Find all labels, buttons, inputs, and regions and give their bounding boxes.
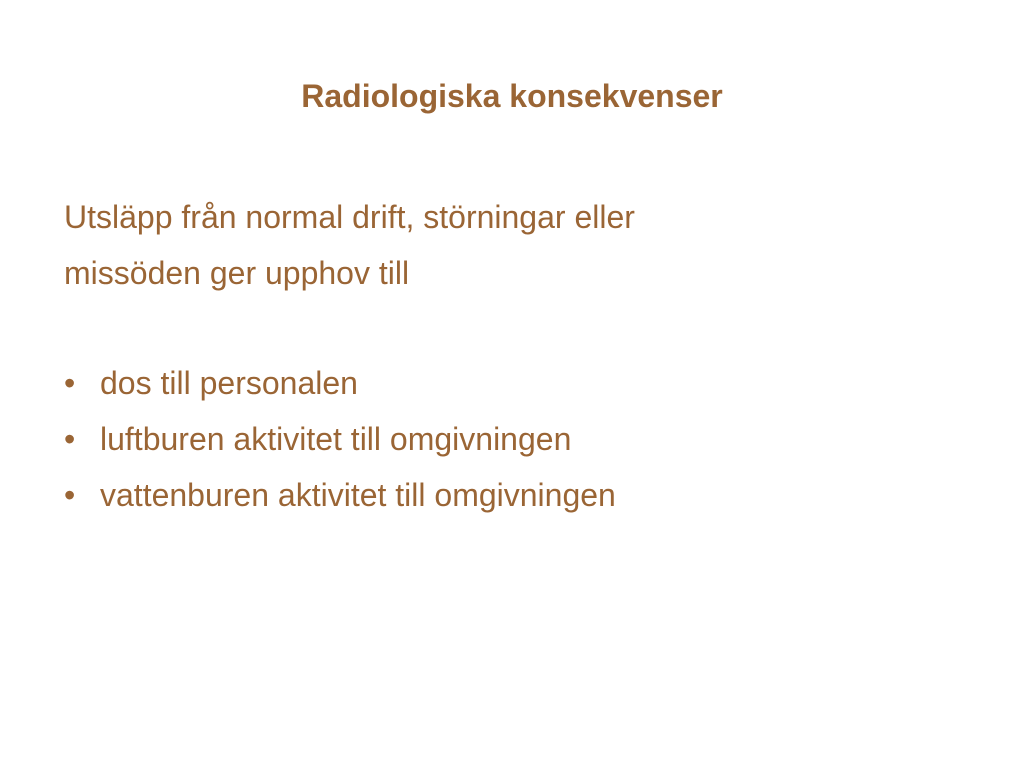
intro-line: Utsläpp från normal drift, störningar eller <box>64 199 635 235</box>
bullet-item <box>64 355 616 411</box>
bullet-icon: • <box>64 365 76 401</box>
bullet-item <box>64 411 616 467</box>
bullet-text: dos till personalen <box>100 365 358 401</box>
slide-title: Radiologiska konsekvenser <box>301 78 723 114</box>
bullet-text: vattenburen aktivitet till omgivningen <box>100 477 616 513</box>
bullet-icon: • <box>64 421 76 457</box>
bullet-item <box>64 467 616 523</box>
bullet-list <box>64 355 616 523</box>
intro-line: missöden ger upphov till <box>64 255 410 291</box>
bullet-text: luftburen aktivitet till omgivningen <box>100 421 572 457</box>
intro-text <box>64 189 964 301</box>
bullet-icon: • <box>64 477 76 513</box>
